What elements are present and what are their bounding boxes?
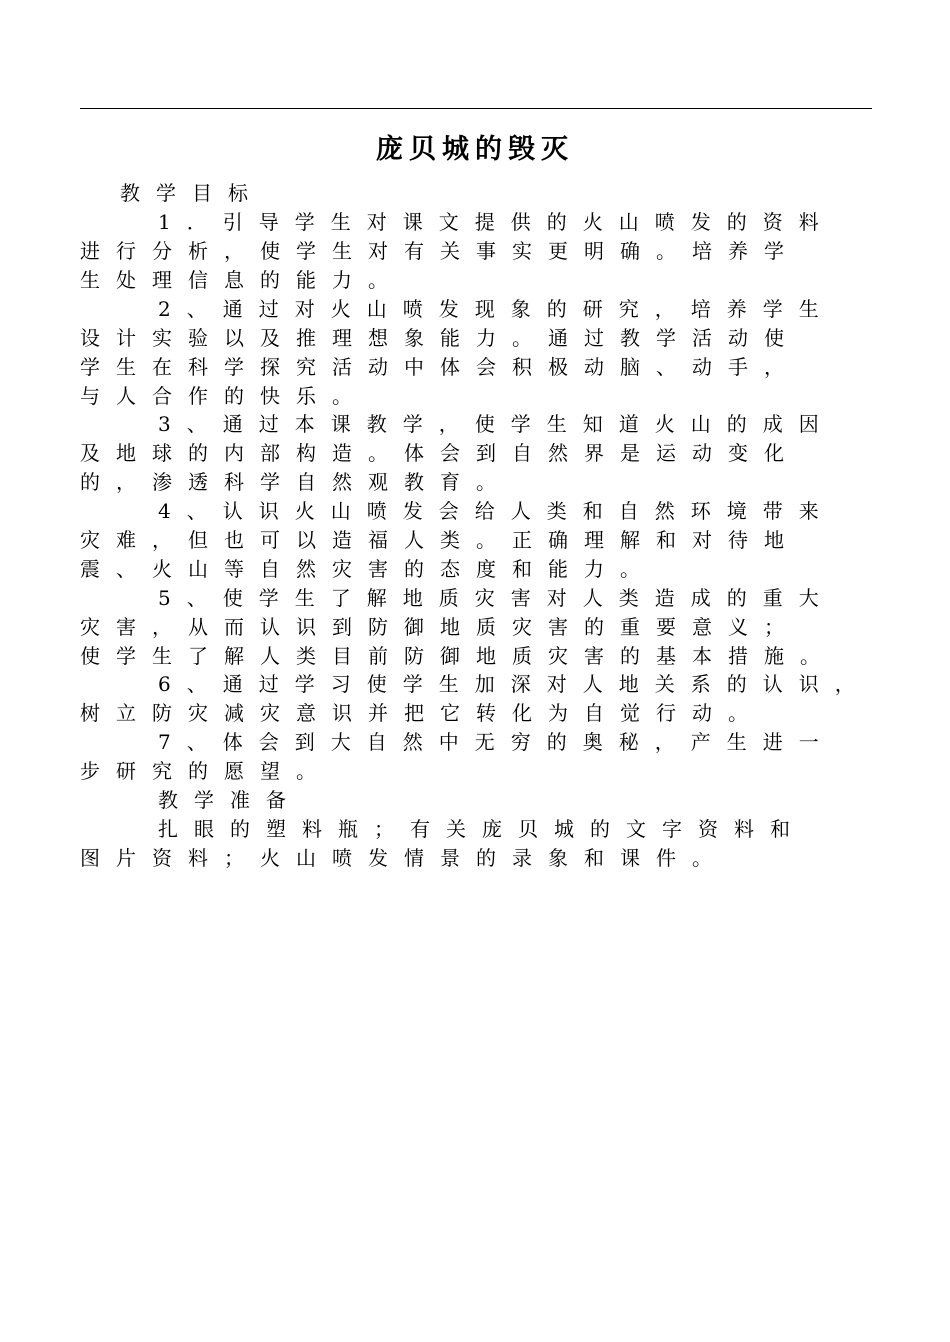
text-line: 使学生了解人类目前防御地质灾害的基本措施。: [80, 644, 836, 668]
text-line: 步研究的愿望。: [80, 759, 332, 783]
text-line: 1．引导学生对课文提供的火山喷发的资料: [158, 210, 835, 234]
text-line: 6、通过学习使学生加深对人地关系的认识，: [158, 672, 871, 696]
page-title: 庞贝城的毁灭: [376, 134, 574, 165]
text-line: 震、火山等自然灾害的态度和能力。: [80, 557, 656, 581]
text-line: 树立防灾减灾意识并把它转化为自觉行动。: [80, 701, 764, 725]
text-line: 学生在科学探究活动中体会积极动脑、动手，: [80, 355, 800, 379]
text-line: 设计实验以及推理想象能力。通过教学活动使: [80, 326, 800, 350]
text-line: 灾难，但也可以造福人类。正确理解和对待地: [80, 528, 800, 552]
heading-preparation: 教学准备: [158, 788, 302, 812]
text-line: 生处理信息的能力。: [80, 268, 404, 292]
text-line: 4、认识火山喷发会给人类和自然环境带来: [158, 499, 835, 523]
heading-objectives: 教学目标: [120, 181, 264, 205]
text-line: 及地球的内部构造。体会到自然界是运动变化: [80, 441, 800, 465]
text-line: 5、使学生了解地质灾害对人类造成的重大: [158, 586, 835, 610]
text-line: 2、通过对火山喷发现象的研究，培养学生: [158, 297, 835, 321]
text-line: 7、体会到大自然中无穷的奥秘，产生进一: [158, 730, 835, 754]
text-line: 图片资料；火山喷发情景的录象和课件。: [80, 846, 728, 870]
text-line: 进行分析，使学生对有关事实更明确。培养学: [80, 239, 800, 263]
text-line: 扎眼的塑料瓶；有关庞贝城的文字资料和: [158, 817, 806, 841]
header-rule: [80, 108, 872, 109]
text-line: 的，渗透科学自然观教育。: [80, 470, 512, 494]
text-line: 与人合作的快乐。: [80, 384, 368, 408]
text-line: 灾害，从而认识到防御地质灾害的重要意义；: [80, 615, 800, 639]
text-line: 3、通过本课教学，使学生知道火山的成因: [158, 412, 835, 436]
